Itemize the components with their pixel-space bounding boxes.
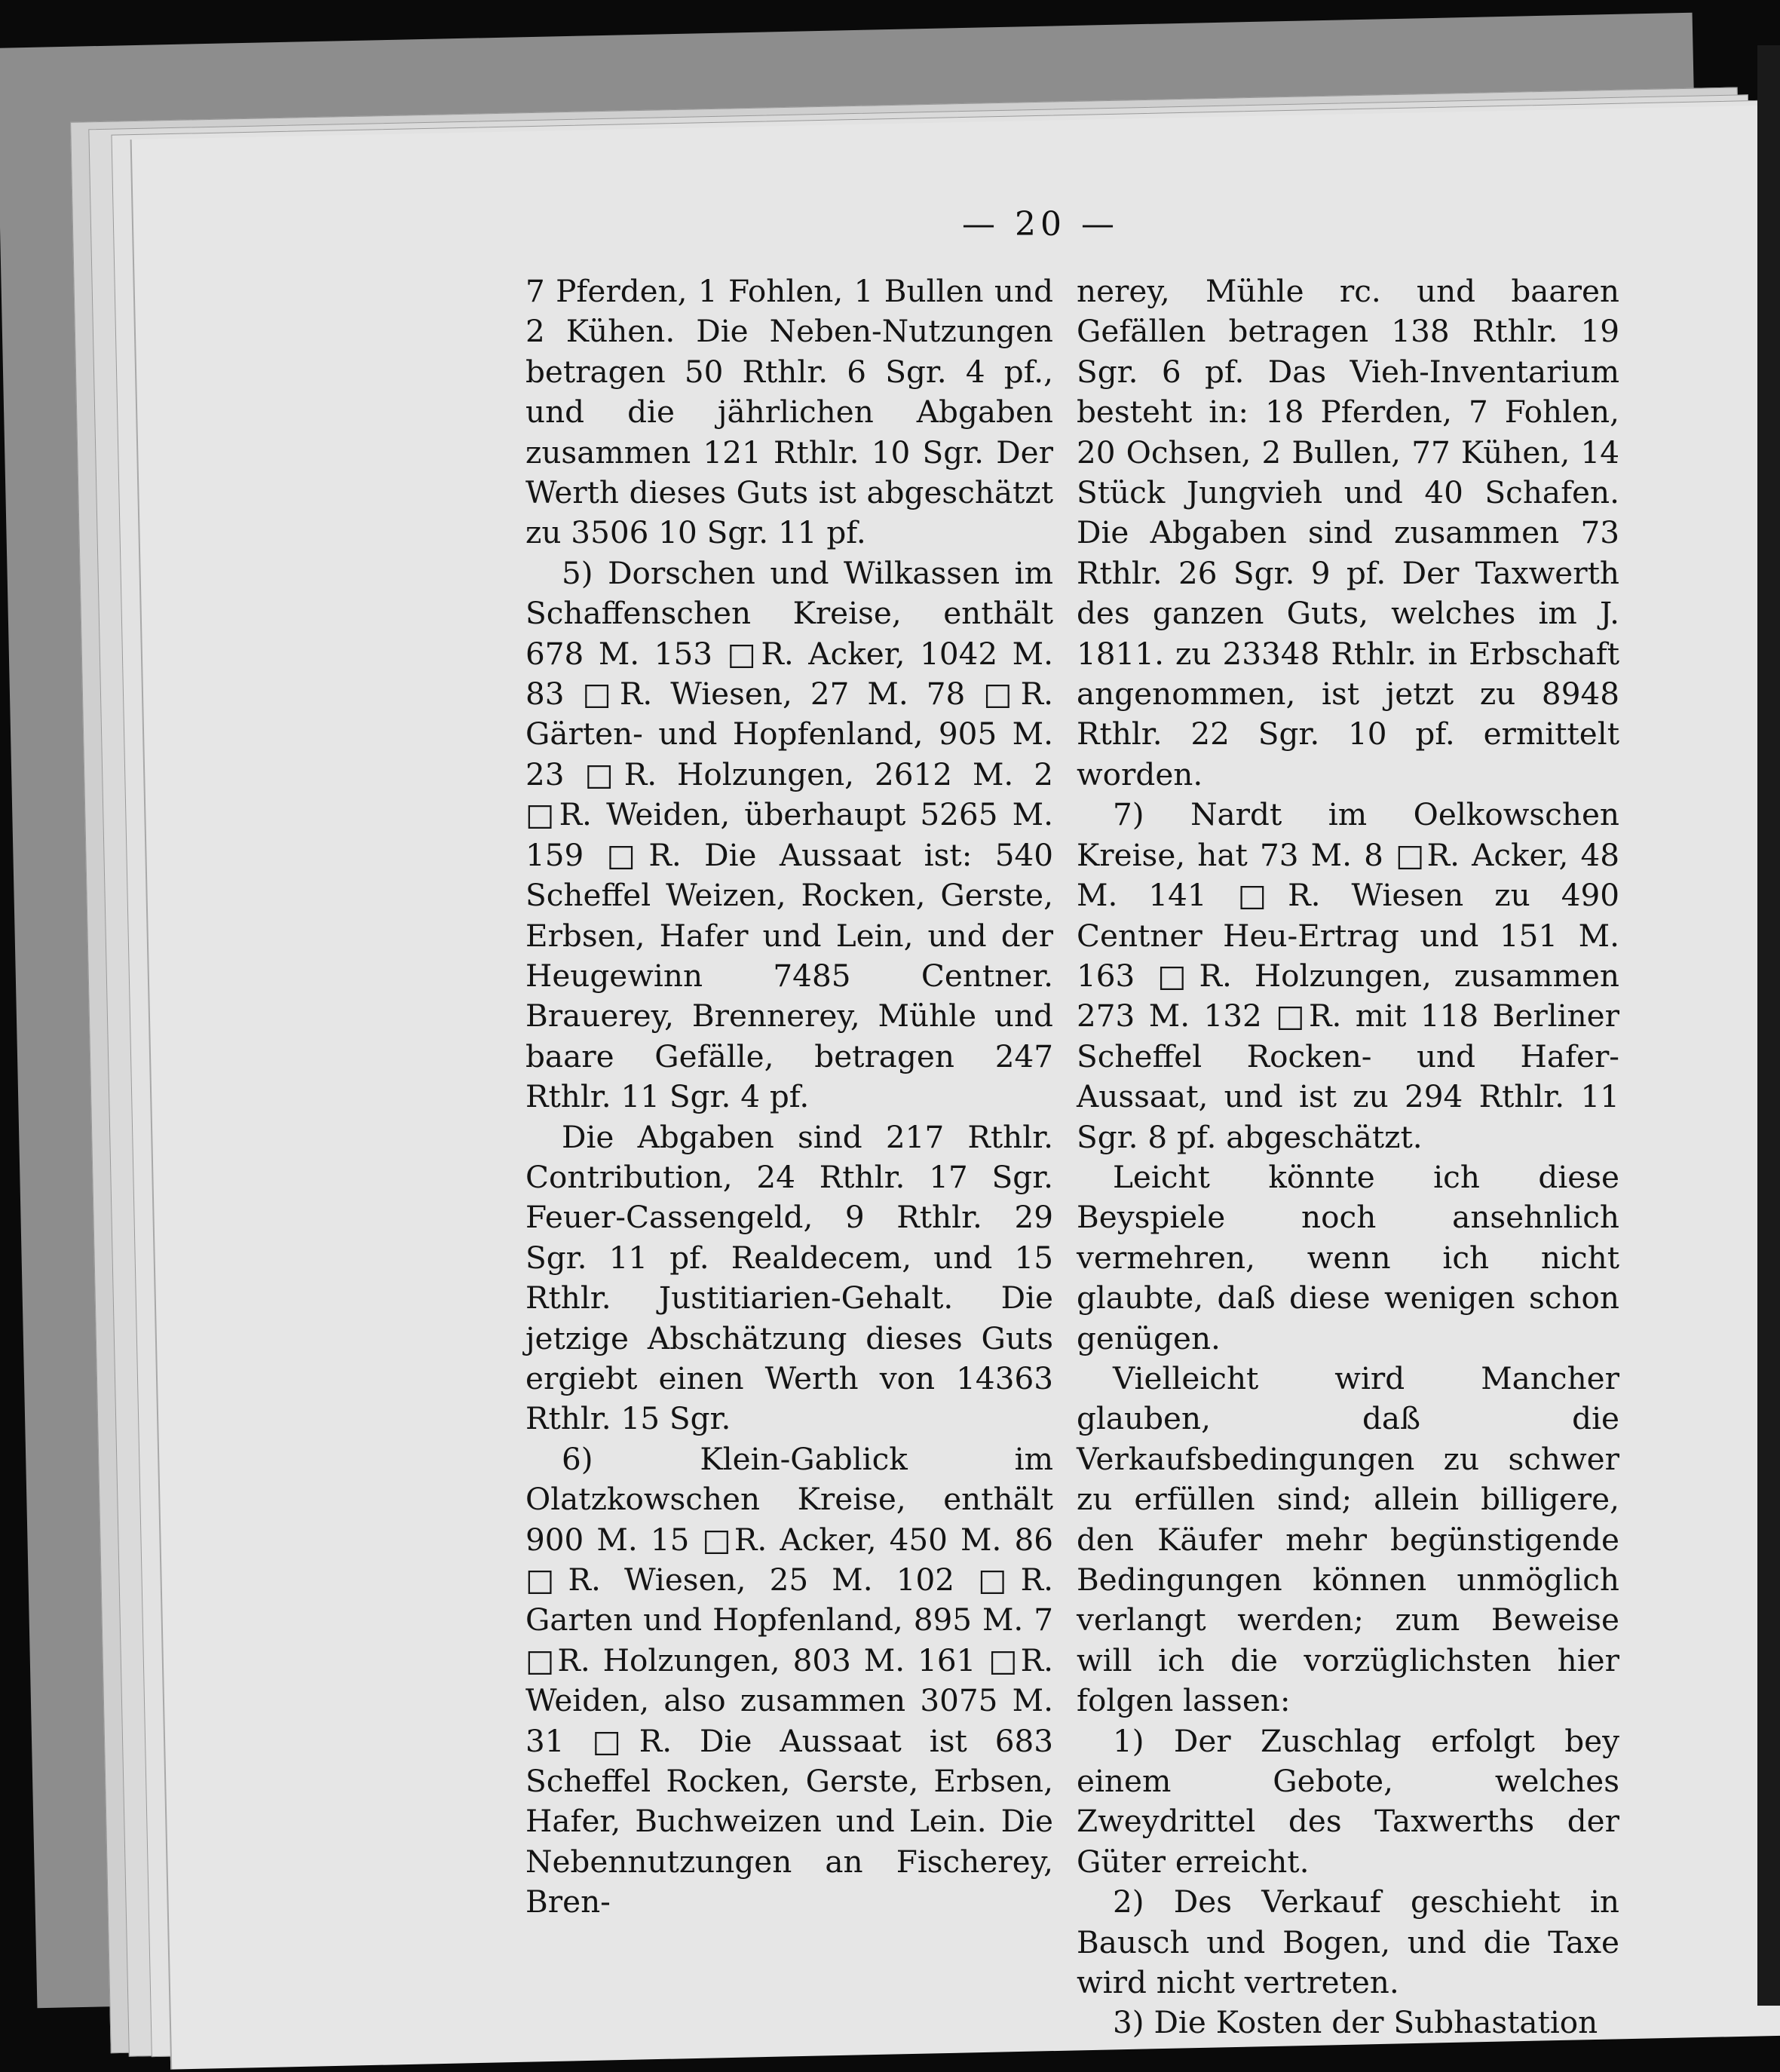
left-text-column: [525, 271, 1053, 1923]
paragraph: 5) Dorschen und Wilkassen im Schaffenschen Kreise, enthält 678 M. 153 □R. Acker, 1042 M. 83 □R. Wiesen, 27 M. 78 □R. Gärten- und Hopfenland, 905 M. 23 □R. Holzungen, 2612 M. 2 □R. Weiden, überhaupt 5265 M. 159 □R. Die Aussaat ist: 540 Scheffel Weizen, Rocken, Gerste, Erbsen, Hafer und Lein, und der Heugewinn 7485 Centner. Brauerey, Brennerey, Mühle und baare Gefälle, betragen 247 Rthlr. 11 Sgr. 4 pf.: [525, 554, 1053, 1115]
paragraph: 1) Der Zuschlag erfolgt bey einem Gebote, welches Zweydrittel des Taxwerths der Güter erreicht.: [1077, 1722, 1619, 1880]
paragraph: 3) Die Kosten der Subhastation: [1113, 2004, 1598, 2041]
paragraph: 2) Des Verkauf geschieht in Bausch und Bogen, und die Taxe wird nicht vertreten.: [1077, 1883, 1619, 2001]
paragraph: Die Abgaben sind 217 Rthlr. Contribution, 24 Rthlr. 17 Sgr. Feuer-Cassengeld, 9 Rthlr. 29 Sgr. 11 pf. Realdecem, und 15 Rthlr. Justitiarien-Gehalt. Die jetzige Abschätzung dieses Guts ergiebt einen Werth von 14363 Rthlr. 15 Sgr.: [525, 1118, 1053, 1437]
right-text-column: [1077, 271, 1619, 2043]
paragraph: 7 Pferden, 1 Fohlen, 1 Bullen und 2 Kühen. Die Neben-Nutzungen betragen 50 Rthlr. 6 Sgr. 4 pf., und die jährlichen Abgaben zusammen 121 Rthlr. 10 Sgr. Der Werth dieses Guts ist abgeschätzt zu 3506 10 Sgr. 11 pf.: [525, 273, 1053, 551]
page-gutter-shadow: [1757, 45, 1780, 2006]
paragraph: 6) Klein-Gablick im Olatzkowschen Kreise, enthält 900 M. 15 □R. Acker, 450 M. 86 □R. Wiesen, 25 M. 102 □R. Garten und Hopfenland, 895 M. 7 □R. Holzungen, 803 M. 161 □R. Weiden, also zusammen 3075 M. 31 □R. Die Aussaat ist 683 Scheffel Rocken, Gerste, Erbsen, Hafer, Buchweizen und Lein. Die Nebennutzungen an Fischerey, Bren-: [525, 1440, 1053, 1920]
paragraph: Leicht könnte ich diese Beyspiele noch ansehnlich vermehren, wenn ich nicht glaubte, daß diese wenigen schon genügen.: [1077, 1158, 1619, 1356]
paragraph: nerey, Mühle rc. und baaren Gefällen betragen 138 Rthlr. 19 Sgr. 6 pf. Das Vieh-Inventarium besteht in: 18 Pferden, 7 Fohlen, 20 Ochsen, 2 Bullen, 77 Kühen, 14 Stück Jungvieh und 40 Schafen. Die Abgaben sind zusammen 73 Rthlr. 26 Sgr. 9 pf. Der Taxwerth des ganzen Guts, welches im J. 1811. zu 23348 Rthlr. in Erbschaft angenommen, ist jetzt zu 8948 Rthlr. 22 Sgr. 10 pf. ermittelt worden.: [1077, 273, 1619, 792]
paragraph: Vielleicht wird Mancher glauben, daß die Verkaufsbedingungen zu schwer zu erfüllen sind; allein billigere, den Käufer mehr begünstigende Bedingungen können unmöglich verlangt werden; zum Beweise will ich die vorzüglichsten hier folgen lassen:: [1077, 1359, 1619, 1719]
page-number: — 20 —: [962, 205, 1119, 244]
paragraph: 7) Nardt im Oelkowschen Kreise, hat 73 M. 8 □R. Acker, 48 M. 141 □R. Wiesen zu 490 Centner Heu-Ertrag und 151 M. 163 □R. Holzungen, zusammen 273 M. 132 □R. mit 118 Berliner Scheffel Rocken- und Hafer-Aussaat, und ist zu 294 Rthlr. 11 Sgr. 8 pf. abgeschätzt.: [1077, 796, 1619, 1155]
